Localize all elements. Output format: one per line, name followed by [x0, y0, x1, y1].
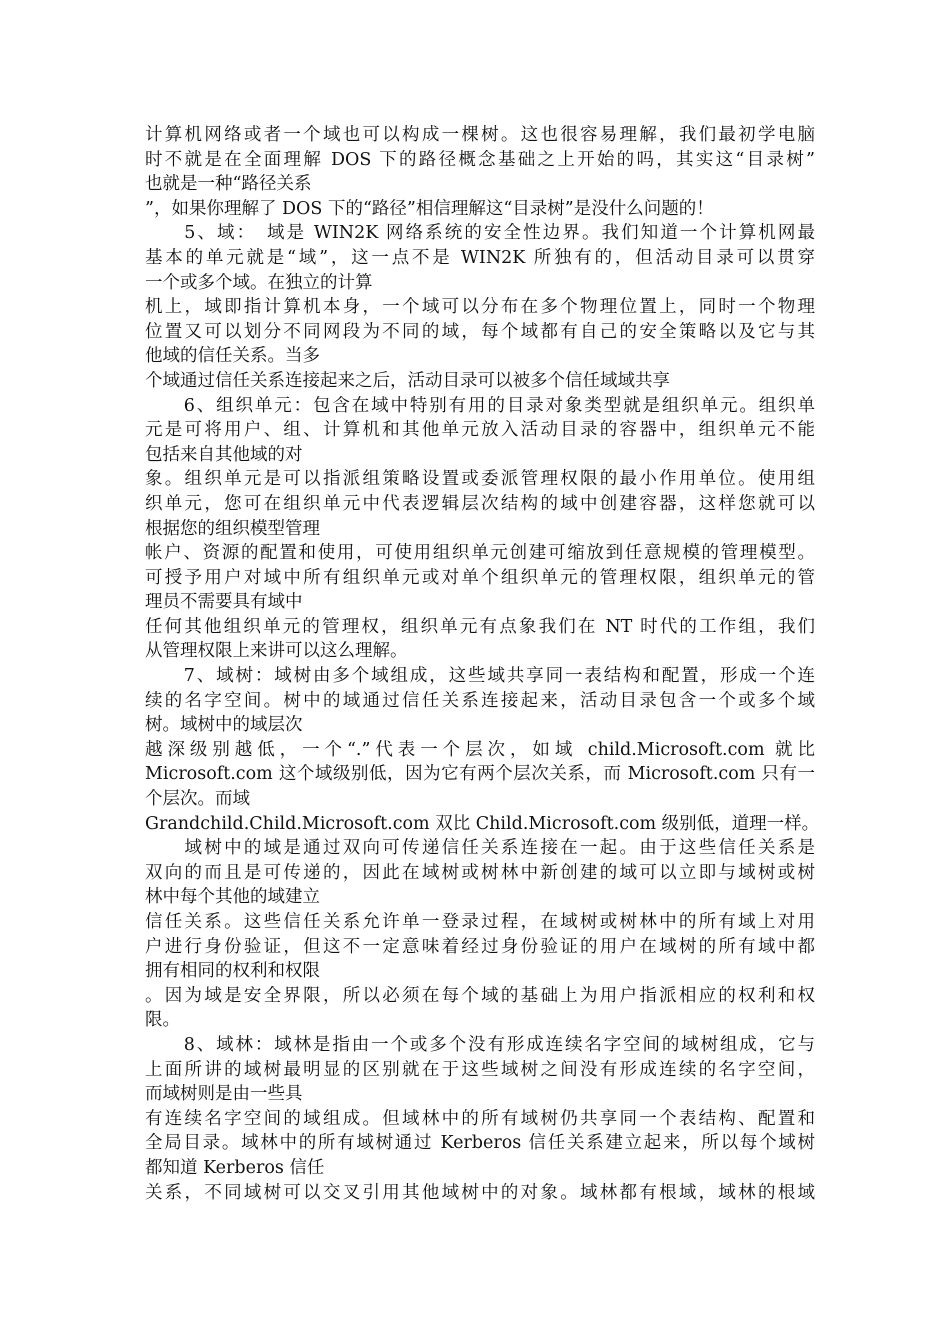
text-line: 也就是一种“路径关系 — [145, 174, 312, 195]
text-line: 有连续名字空间的域组成。但域林中的所有域树仍共享同一个表结构、配置和 — [145, 1108, 815, 1129]
text-line: 域树中的域是通过双向可传递信任关系连接在一起。由于这些信任关系是 — [145, 838, 815, 859]
text-line: 全局目录。域林中的所有域树通过 Kerberos 信任关系建立起来，所以每个域树 — [145, 1133, 815, 1154]
text-line: 计算机网络或者一个域也可以构成一棵树。这也很容易理解，我们最初学电脑 — [145, 125, 815, 145]
text-line: 6、组织单元：包含在域中特别有用的目录对象类型就是组织单元。组织单 — [145, 395, 815, 416]
text-line: 包括来自其他域的对 — [145, 444, 303, 465]
text-line: 个域通过信任关系连接起来之后，活动目录可以被多个信任域域共享 — [145, 370, 670, 391]
text-line: 帐户、资源的配置和使用，可使用组织单元创建可缩放到任意规模的管理模型。 — [145, 543, 815, 564]
text-line: 根据您的组织模型管理 — [145, 518, 320, 539]
text-line: 树。域树中的域层次 — [145, 715, 303, 736]
text-line: 关系，不同域树可以交叉引用其他域树中的对象。域林都有根域，域林的根域 — [145, 1182, 815, 1203]
text-line: 机上，域即指计算机本身，一个域可以分布在多个物理位置上，同时一个物理 — [145, 297, 815, 318]
text-line: 元是可将用户、组、计算机和其他单元放入活动目录的容器中，组织单元不能 — [145, 420, 815, 441]
text-line: 上面所讲的域树最明显的区别就在于这些域树之间没有形成连续的名字空间， — [145, 1059, 815, 1080]
text-line: 限。 — [145, 1010, 180, 1031]
text-line: 续的名字空间。树中的域通过信任关系连接起来，活动目录包含一个或多个域 — [145, 690, 815, 711]
text-line: 都知道 Kerberos 信任 — [145, 1157, 325, 1178]
text-line: 越深级别越低，一个“.”代表一个层次，如域 child.Microsoft.com 就比 — [145, 739, 815, 760]
text-line: Microsoft.com 这个域级别低，因为它有两个层次关系，而 Microsoft.com 只有一 — [145, 764, 815, 785]
text-line: ”，如果你理解了 DOS 下的“路径”相信理解这“目录树”是没什么问题的！ — [145, 198, 714, 219]
text-line: 基本的单元就是“域”，这一点不是 WIN2K 所独有的，但活动目录可以贯穿 — [145, 247, 815, 268]
text-line: 而域树则是由一些具 — [145, 1084, 303, 1105]
text-line: 信任关系。这些信任关系允许单一登录过程，在域树或树林中的所有域上对用 — [145, 912, 815, 932]
text-line: 个层次。而域 — [145, 789, 250, 810]
text-line: 象。组织单元是可以指派组策略设置或委派管理权限的最小作用单位。使用组 — [145, 469, 815, 490]
document-body-text — [145, 123, 820, 1205]
text-line: 8、域林：域林是指由一个或多个没有形成连续名字空间的域树组成，它与 — [145, 1034, 815, 1055]
text-line: 一个或多个域。在独立的计算 — [145, 272, 373, 293]
text-line: 拥有相同的权利和权限 — [145, 961, 320, 982]
text-line: 任何其他组织单元的管理权，组织单元有点象我们在 NT 时代的工作组，我们 — [145, 616, 815, 637]
text-line: 他域的信任关系。当多 — [145, 346, 320, 367]
text-line: 从管理权限上来讲可以这么理解。 — [145, 641, 408, 662]
text-line: 户进行身份验证，但这不一定意味着经过身份验证的用户在域树的所有域中都 — [145, 936, 815, 957]
text-line: 位置又可以划分不同网段为不同的域，每个域都有自己的安全策略以及它与其 — [145, 321, 815, 342]
text-line: 。因为域是安全界限，所以必须在每个域的基础上为用户指派相应的权利和权 — [145, 985, 815, 1006]
text-line: 理员不需要具有域中 — [145, 592, 303, 613]
text-line: 双向的而且是可传递的，因此在域树或树林中新创建的域可以立即与域树或树 — [145, 862, 815, 883]
text-line: 5、域： 域是 WIN2K 网络系统的安全性边界。我们知道一个计算机网最 — [145, 223, 815, 244]
text-line: Grandchild.Child.Microsoft.com 双比 Child.Microsoft.com 级别低，道理一样。 — [145, 813, 820, 834]
text-line: 可授予用户对域中所有组织单元或对单个组织单元的管理权限，组织单元的管 — [145, 567, 815, 588]
text-line: 7、域树：域树由多个域组成，这些域共享同一表结构和配置，形成一个连 — [145, 666, 815, 687]
text-line: 织单元，您可在组织单元中代表逻辑层次结构的域中创建容器，这样您就可以 — [145, 493, 815, 514]
text-line: 时不就是在全面理解 DOS 下的路径概念基础之上开始的吗，其实这“目录树” — [145, 149, 815, 170]
text-line: 林中每个其他的域建立 — [145, 887, 320, 908]
